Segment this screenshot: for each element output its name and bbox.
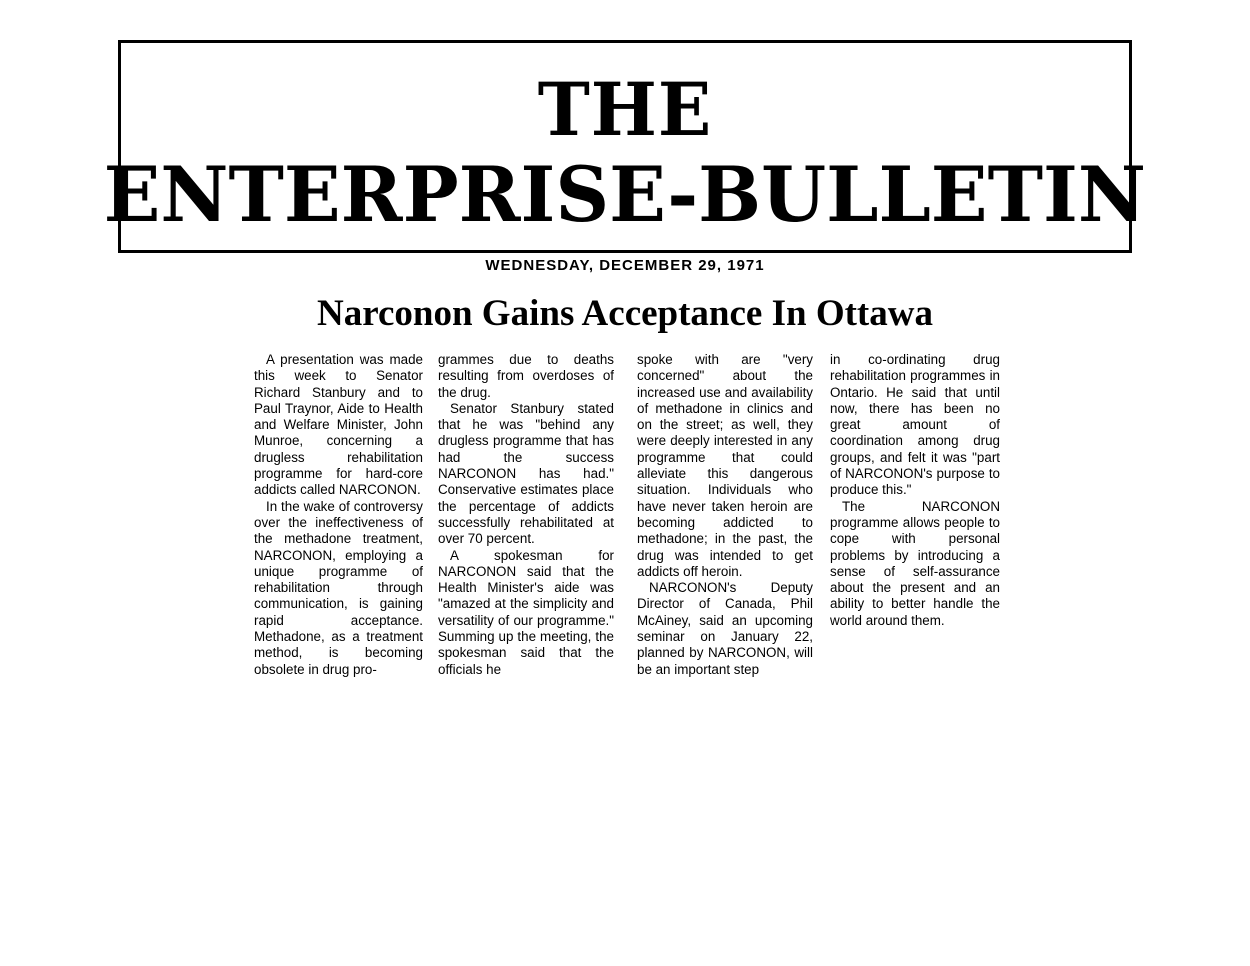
article-headline: Narconon Gains Acceptance In Ottawa — [317, 293, 933, 334]
paragraph: NARCONON's Deputy Director of Canada, Phil McAiney, said an upcoming seminar on January 22, planned by NARCONON, will be an important step — [637, 580, 813, 677]
article-column-4 — [830, 352, 1000, 629]
paragraph: A presentation was made this week to Senator Richard Stanbury and to Paul Traynor, Aide to Health and Welfare Minister, John Munroe, concerning a drugless rehabilitation programme for hard-core addicts called NARCONON. — [254, 352, 423, 498]
article-column-1 — [254, 352, 423, 678]
masthead-title-line2 — [0, 150, 1250, 240]
article-column-2 — [438, 352, 614, 678]
paragraph: in co-ordinating drug rehabilitation programmes in Ontario. He said that until now, there has been no great amount of coordination among drug groups, and felt it was "part of NARCONON's purpose to produce this." — [830, 352, 1000, 498]
paragraph: Senator Stanbury stated that he was "behind any drugless programme that has had the success NARCONON has had." Conservative estimates place the percentage of addicts successfully rehabilitated at over 70 percent. — [438, 400, 614, 547]
paragraph: spoke with are "very concerned" about the increased use and availability of methadone in clinics and on the street; as well, they were deeply interested in any programme that could alleviate this dangerous situation. Individuals who have never taken heroin are becoming addicted to methadone; in the past, the drug was intended to get addicts off heroin. — [637, 352, 813, 579]
masthead-title-line1: THE — [537, 65, 713, 154]
masthead-title-text: ENTERPRISE-BULLETIN — [103, 150, 1147, 239]
paragraph: In the wake of controversy over the ineffectiveness of the methadone treatment, NARCONON, employing a unique programme of rehabilitation through communication, is gaining rapid acceptance. Methadone, as a treatment method, is becoming obsolete in drug pro- — [254, 498, 423, 677]
paragraph: grammes due to deaths resulting from overdoses of the drug. — [438, 352, 614, 400]
paragraph: A spokesman for NARCONON said that the Health Minister's aide was "amazed at the simplicity and versatility of our programme." Summing up the meeting, the spokesman said that the officials he — [438, 547, 614, 677]
article-column-3 — [637, 352, 813, 678]
dateline: WEDNESDAY, DECEMBER 29, 1971 — [485, 257, 765, 274]
paragraph: The NARCONON programme allows people to cope with personal problems by introducing a sense of self-assurance about the present and an ability to better handle the world around them. — [830, 498, 1000, 628]
